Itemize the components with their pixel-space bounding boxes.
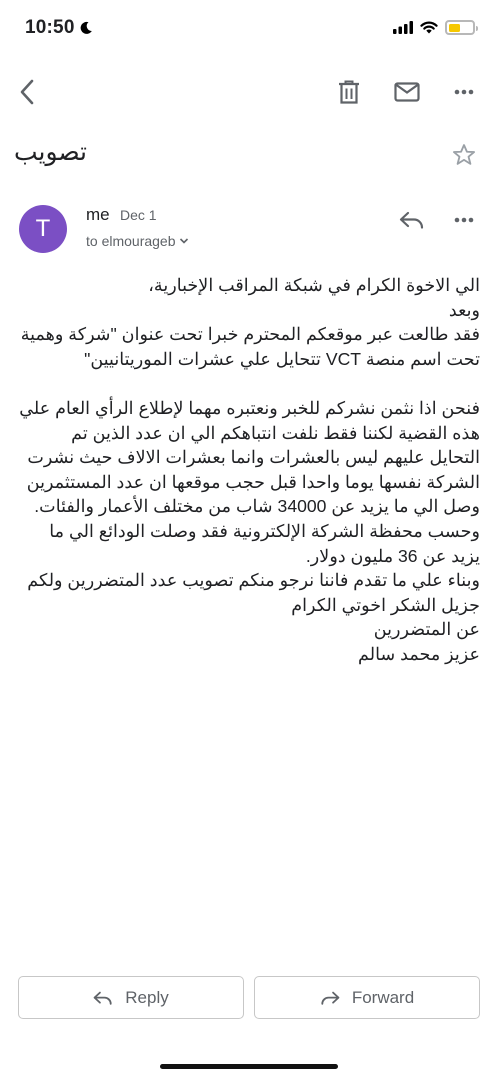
body-line: عزيز محمد سالم [358, 643, 480, 664]
recipient-details[interactable] [86, 233, 189, 249]
email-body [18, 273, 480, 667]
mark-unread-button[interactable] [392, 80, 422, 104]
more-options-button[interactable] [452, 82, 476, 102]
back-button[interactable] [14, 78, 40, 106]
delete-button[interactable] [336, 78, 362, 106]
reply-icon [93, 991, 113, 1005]
body-line: عن المتضررين [373, 619, 480, 640]
moon-icon [79, 21, 93, 35]
email-subject: تصويب [13, 138, 87, 166]
status-time [25, 17, 93, 39]
body-line: فنحن اذا نثمن نشركم للخبر ونعتبره مهما لإطلاع الرأي العام علي هذه القضية لكننا فقط نلفت انتباهكم الي ان عدد الذين تم التحايل عليهم ليس بالعشرات وانما بعشرات الالاف حيث نشرت الشركة نفسها يوما واحدا قبل حجب موقعها ان عدد المستثمرين وصل الي ما يزيد عن 34000 شاب من مختلف الأعمار والفئات. [19, 397, 480, 517]
more-horizontal-icon [454, 89, 474, 95]
more-horizontal-icon [454, 217, 474, 223]
clock-text: 10:50 [25, 17, 75, 38]
sender-avatar[interactable]: T [19, 205, 67, 253]
cellular-signal-icon [393, 21, 413, 34]
battery-icon [445, 20, 475, 35]
forward-icon [320, 991, 340, 1005]
message-more-button[interactable] [452, 210, 476, 230]
sender-name: me [86, 205, 110, 224]
chevron-down-icon [179, 237, 189, 245]
body-line: وحسب محفظة الشركة الإلكترونية فقد وصلت الودائع الي ما يزيد عن 36 مليون دولار. [49, 520, 480, 566]
star-outline-icon [451, 142, 477, 168]
home-indicator[interactable] [160, 1064, 338, 1069]
body-line: وبناء علي ما تقدم فاننا نرجو منكم تصويب عدد المتضررين ولكم جزيل الشكر اخوتي الكرام [27, 570, 480, 615]
wifi-icon [420, 21, 438, 34]
body-line: فقد طالعت عبر موقعكم المحترم خبرا تحت عنوان "شركة وهمية تحت اسم منصة VCT تتحايل علي عشرات الموريتانيين" [20, 324, 480, 369]
reply-button[interactable] [18, 976, 244, 1019]
reply-icon [399, 211, 425, 229]
trash-icon [338, 80, 360, 104]
forward-label: Forward [351, 987, 415, 1007]
mail-icon [394, 82, 420, 102]
recipient-text: to elmourageb [86, 233, 176, 249]
back-arrow-icon [19, 79, 35, 105]
email-date: Dec 1 [120, 207, 157, 223]
body-line: وبعد [448, 299, 480, 320]
reply-label: Reply [125, 987, 169, 1007]
reply-icon-button[interactable] [398, 208, 426, 232]
star-button[interactable] [451, 142, 477, 173]
body-line: الي الاخوة الكرام في شبكة المراقب الإخبارية، [148, 275, 480, 295]
status-icons [393, 20, 475, 35]
forward-button[interactable] [254, 976, 480, 1019]
